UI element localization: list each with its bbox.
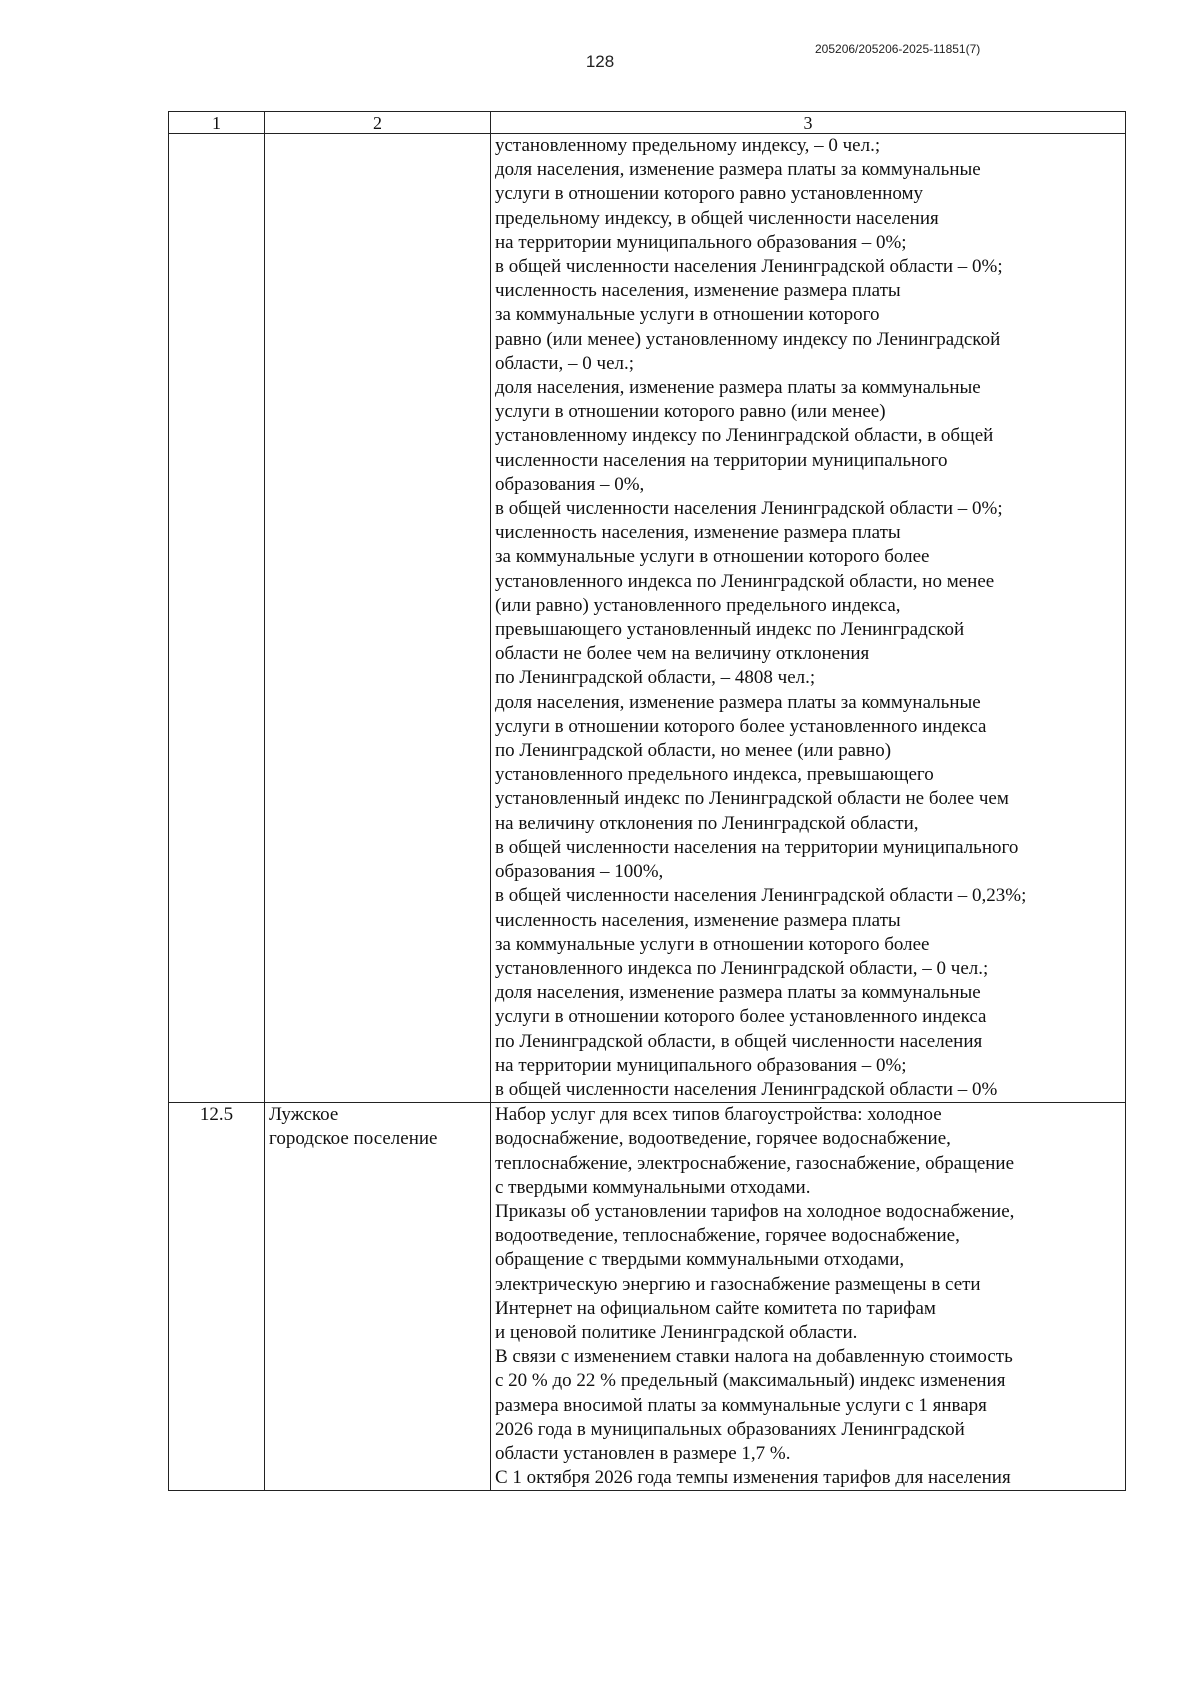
- text-line: равно (или менее) установленному индексу по Ленинградской: [495, 328, 1001, 350]
- text-line: с 20 % до 22 % предельный (максимальный) индекс изменения: [495, 1370, 1006, 1392]
- table-row-continuation: [169, 134, 1126, 1103]
- column-header-3: 3: [491, 112, 1126, 134]
- table-row-12-5: [169, 1103, 1126, 1491]
- text-line: с твердыми коммунальными отходами.: [495, 1176, 811, 1198]
- text-line: по Ленинградской области, – 4808 чел.;: [495, 667, 816, 689]
- text-line: в общей численности населения Ленинградской области – 0,23%;: [495, 885, 1027, 907]
- document-id: 205206/205206-2025-11851(7): [815, 42, 981, 56]
- municipality-cell: [265, 134, 491, 1103]
- description-cell: [491, 134, 1126, 1103]
- text-line: электрическую энергию и газоснабжение размещены в сети: [495, 1273, 981, 1295]
- text-line: водоснабжение, водоотведение, горячее водоснабжение,: [495, 1128, 951, 1150]
- text-line: по Ленинградской области, но менее (или равно): [495, 740, 892, 762]
- text-line: установленному предельному индексу, – 0 чел.;: [495, 135, 881, 156]
- text-line: размера вносимой платы за коммунальные услуги с 1 января: [495, 1394, 987, 1416]
- text-line: численности населения на территории муниципального: [495, 449, 948, 471]
- text-line: области не более чем на величину отклонения: [495, 643, 870, 665]
- text-line: обращение с твердыми коммунальными отходами,: [495, 1249, 905, 1271]
- text-line: и ценовой политике Ленинградской области.: [495, 1321, 858, 1343]
- text-line: доля населения, изменение размера платы за коммунальные: [495, 691, 981, 713]
- document-table: [168, 111, 1126, 1491]
- row-number-cell: [169, 134, 265, 1103]
- text-line: Приказы об установлении тарифов на холодное водоснабжение,: [495, 1200, 1015, 1222]
- text-line: установленного предельного индекса, превышающего: [495, 764, 934, 786]
- text-line: доля населения, изменение размера платы за коммунальные: [495, 377, 981, 399]
- text-line: за коммунальные услуги в отношении которого более: [495, 933, 930, 955]
- text-line: доля населения, изменение размера платы за коммунальные: [495, 159, 981, 181]
- text-line: численность населения, изменение размера платы: [495, 522, 901, 544]
- text-line: области установлен в размере 1,7 %.: [495, 1442, 791, 1464]
- text-line: на территории муниципального образования – 0%;: [495, 231, 907, 253]
- text-line: в общей численности населения на территории муниципального: [495, 836, 1019, 858]
- text-line: численность населения, изменение размера платы: [495, 280, 901, 302]
- text-line: (или равно) установленного предельного индекса,: [495, 594, 901, 616]
- text-line: услуги в отношении которого более установленного индекса: [495, 1006, 987, 1028]
- text-line: численность населения, изменение размера платы: [495, 909, 901, 931]
- text-line: В связи с изменением ставки налога на добавленную стоимость: [495, 1346, 1013, 1368]
- text-line: установленного индекса по Ленинградской области, но менее: [495, 570, 995, 592]
- municipality-cell: [265, 1103, 491, 1491]
- text-line: водоотведение, теплоснабжение, горячее водоснабжение,: [495, 1225, 960, 1247]
- text-line: превышающего установленный индекс по Ленинградской: [495, 619, 965, 641]
- text-line: Лужское: [269, 1104, 339, 1126]
- text-line: услуги в отношении которого равно (или менее): [495, 401, 886, 423]
- text-line: в общей численности населения Ленинградской области – 0%;: [495, 498, 1003, 520]
- table-header-row: [169, 112, 1126, 134]
- text-line: на величину отклонения по Ленинградской области,: [495, 812, 919, 834]
- text-line: в общей численности населения Ленинградской области – 0%;: [495, 256, 1003, 278]
- text-line: образования – 100%,: [495, 861, 664, 883]
- column-header-1: 1: [169, 112, 265, 134]
- text-line: теплоснабжение, электроснабжение, газоснабжение, обращение: [495, 1152, 1015, 1174]
- text-line: городское поселение: [269, 1128, 438, 1150]
- column-header-2: 2: [265, 112, 491, 134]
- text-line: за коммунальные услуги в отношении которого: [495, 304, 880, 326]
- page-number: 128: [585, 52, 615, 71]
- text-line: за коммунальные услуги в отношении которого более: [495, 546, 930, 568]
- row-number-cell: 12.5: [169, 1103, 265, 1491]
- text-line: услуги в отношении которого более установленного индекса: [495, 715, 987, 737]
- text-line: Интернет на официальном сайте комитета по тарифам: [495, 1297, 936, 1319]
- text-line: установленного индекса по Ленинградской области, – 0 чел.;: [495, 957, 989, 979]
- text-line: С 1 октября 2026 года темпы изменения тарифов для населения: [495, 1467, 1011, 1489]
- description-cell: [491, 1103, 1126, 1491]
- text-line: доля населения, изменение размера платы за коммунальные: [495, 982, 981, 1004]
- text-line: услуги в отношении которого равно установленному: [495, 183, 924, 205]
- text-line: установленный индекс по Ленинградской области не более чем: [495, 788, 1009, 810]
- text-line: предельному индексу, в общей численности населения: [495, 207, 939, 229]
- text-line: области, – 0 чел.;: [495, 352, 635, 374]
- text-line: установленному индексу по Ленинградской области, в общей: [495, 425, 994, 447]
- text-line: образования – 0%,: [495, 473, 645, 495]
- text-line: Набор услуг для всех типов благоустройства: холодное: [495, 1104, 942, 1126]
- text-line: в общей численности населения Ленинградской области – 0%: [495, 1078, 998, 1100]
- text-line: 2026 года в муниципальных образованиях Ленинградской: [495, 1418, 965, 1440]
- text-line: на территории муниципального образования – 0%;: [495, 1054, 907, 1076]
- text-line: по Ленинградской области, в общей численности населения: [495, 1030, 983, 1052]
